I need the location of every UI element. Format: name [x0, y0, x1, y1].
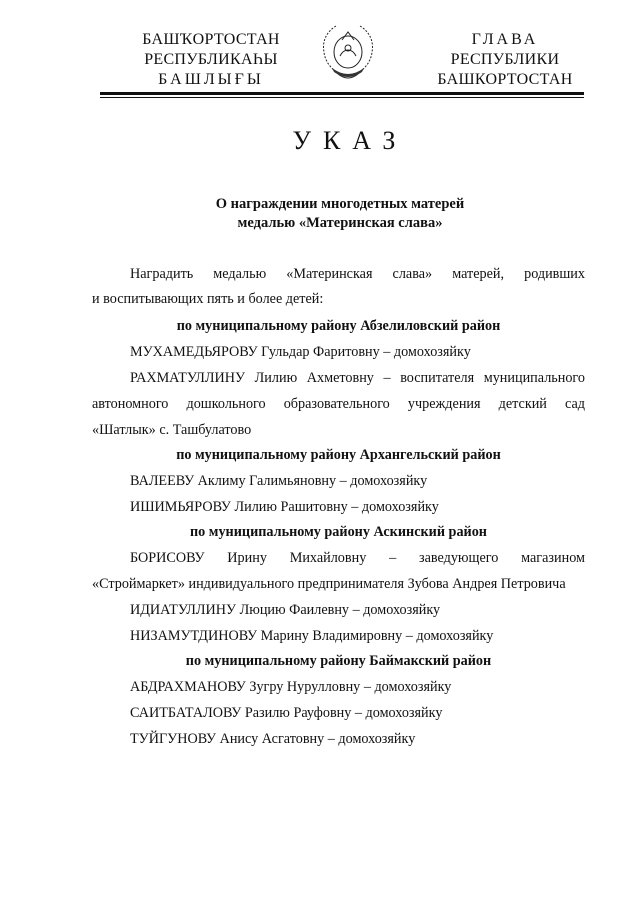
header-left-line: БАШЛЫҒЫ [158, 71, 264, 88]
subject-line: медалью «Материнская слава» [237, 215, 443, 231]
award-line: НИЗАМУТДИНОВУ Марину Владимировну – домохозяйку [130, 628, 494, 644]
document-title: УКАЗ [292, 126, 408, 155]
award-line: «Шатлык» с. Ташбулатово [92, 422, 252, 438]
subject-line: О награждении многодетных матерей [215, 196, 465, 212]
header-left-line: БАШҠОРТОСТАН [142, 31, 280, 48]
award-line: «Строймаркет» индивидуального предпринимателя Зубова Андрея Петровича [92, 576, 566, 592]
coat-of-arms-emblem [316, 18, 380, 84]
header-left-line: РЕСПУБЛИКАҺЫ [144, 51, 278, 68]
district-heading: по муниципальному району Баймакский район [185, 653, 492, 669]
header-russian [420, 30, 590, 90]
header-rule-thin [100, 97, 584, 98]
award-line: БОРИСОВУ Ирину Михайловну – заведующего магазином [130, 550, 585, 566]
district-heading: по муниципальному району Архангельский район [176, 447, 501, 463]
intro-line: и воспитывающих пять и более детей: [92, 291, 324, 307]
header-right-line: ГЛАВА [471, 31, 539, 48]
intro-line: Наградить медалью «Материнская слава» матерей, родивших [130, 266, 585, 282]
award-line: РАХМАТУЛЛИНУ Лилию Ахметовну – воспитателя муниципального [130, 370, 585, 386]
header-bashkir [126, 30, 296, 90]
award-line: МУХАМЕДЬЯРОВУ Гульдар Фаритовну – домохозяйку [130, 344, 471, 360]
award-line: автономного дошкольного образовательного учреждения детский сад [92, 396, 585, 412]
award-line: ИДИАТУЛЛИНУ Люцию Фаилевну – домохозяйку [130, 602, 441, 618]
header-right-line: БАШКОРТОСТАН [437, 71, 573, 88]
header-rule-thick [100, 92, 584, 95]
award-line: ТУЙГУНОВУ Анису Асгатовну – домохозяйку [130, 731, 416, 747]
header-right-line: РЕСПУБЛИКИ [450, 51, 560, 68]
award-line: ВАЛЕЕВУ Аклиму Галимьяновну – домохозяйку [130, 473, 428, 489]
award-line: АБДРАХМАНОВУ Зугру Нурулловну – домохозяйку [130, 679, 452, 695]
district-heading: по муниципальному району Абзелиловский район [176, 318, 501, 334]
award-line: ИШИМЬЯРОВУ Лилию Рашитовну – домохозяйку [130, 499, 439, 515]
award-line: САИТБАТАЛОВУ Разилю Рауфовну – домохозяйку [130, 705, 443, 721]
decree-subject [140, 195, 540, 233]
district-heading: по муниципальному району Аскинский район [189, 524, 487, 540]
